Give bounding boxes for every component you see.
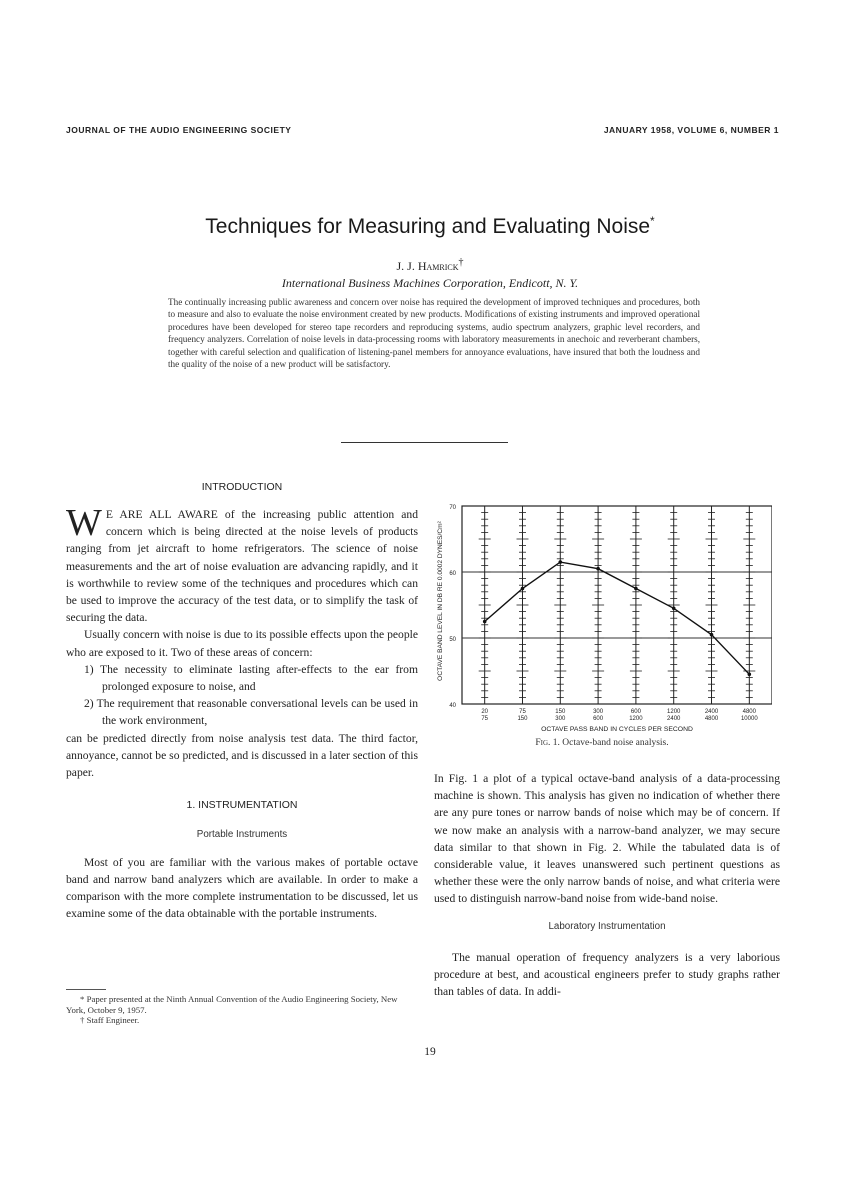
data-point — [748, 673, 752, 677]
intro-heading: INTRODUCTION — [201, 481, 283, 493]
laboratory-subheading: Laboratory Instrumentation — [548, 920, 666, 932]
footnote-rule — [66, 989, 106, 990]
paper-title — [0, 214, 860, 239]
title-text: Techniques for Measuring and Evaluating Noise — [205, 215, 651, 238]
intro-body — [66, 502, 419, 922]
y-axis-label: OCTAVE BAND LEVEL IN DB RE 0.0002 DYNES/Cm² — [437, 521, 444, 681]
footnote-1: * Paper presented at the Ninth Annual Convention of the Audio Engineering Society, New York, October 9, 1957. — [66, 994, 398, 1015]
intro-list-item-2: 2) The requirement that reasonable conversational levels can be used in the work environment, — [84, 697, 418, 728]
x-tick-label-top: 20 — [481, 709, 489, 715]
chart-svg — [432, 484, 772, 734]
x-tick-label-bottom: 150 — [517, 716, 528, 722]
intro-paragraph-2: Usually concern with noise is due to its possible effects upon the people who are exposed to it. Two of these areas of concern: — [66, 628, 419, 659]
right-paragraph-1: In Fig. 1 a plot of a typical octave-band analysis of a data-processing machine is shown. This analysis has given no indication of whether there are any pure tones or narrow bands of noise which may be of concern. If we now make an analysis with a narrow-band analyzer, we may secure data similar to that shown in Fig. 2. While the tabulated data is of considerable value, it leaves unanswered such pertinent questions as whether these were the only narrow bands of noise, and what criteria were used to distinguish narrow-band noise from wide-band noise. — [434, 772, 780, 906]
x-tick-label-bottom: 600 — [593, 716, 604, 722]
data-point — [710, 633, 714, 637]
figure-1-chart — [432, 484, 772, 754]
right-paragraph-2: The manual operation of frequency analyzers is a very laborious procedure at best, and acoustical engineers prefer to study graphs rather than tables of data. In addi- — [434, 950, 780, 999]
footnote-2: † Staff Engineer. — [80, 1015, 140, 1025]
data-point — [634, 587, 638, 591]
affiliation: International Business Machines Corporation, Endicott, N. Y. — [281, 276, 579, 290]
x-tick-label-bottom: 75 — [481, 716, 489, 722]
author-name: J. J. Hamrick — [396, 259, 459, 273]
x-tick-label-top: 600 — [630, 709, 641, 715]
divider — [341, 442, 508, 443]
title-footnote-mark: * — [650, 214, 655, 228]
y-tick-label: 60 — [449, 571, 456, 577]
issue-info: JANUARY 1958, VOLUME 6, NUMBER 1 — [603, 125, 779, 135]
journal-name: JOURNAL OF THE AUDIO ENGINEERING SOCIETY — [66, 125, 292, 135]
data-point — [558, 560, 562, 564]
instrumentation-paragraph: Most of you are familiar with the various makes of portable octave band and narrow band analyzers which are available. In order to make a comparison with the more complete instrumentation to be discussed, let us examine some of the data obtainable with the portable instruments. — [66, 855, 418, 921]
y-tick-label: 40 — [449, 703, 456, 709]
y-tick-label: 50 — [449, 637, 456, 643]
figure-caption — [432, 738, 772, 748]
instrumentation-heading: 1. INSTRUMENTATION — [186, 799, 298, 812]
x-tick-label-top: 1200 — [667, 709, 681, 715]
author — [0, 257, 860, 274]
right-column — [434, 770, 780, 1000]
x-tick-label-top: 150 — [555, 709, 566, 715]
x-tick-label-top: 2400 — [704, 709, 719, 715]
plot-frame — [462, 506, 772, 704]
caption-fig-label: Fig. 1. — [535, 738, 560, 748]
x-tick-label-top: 4800 — [742, 709, 756, 715]
x-tick-label-bottom: 300 — [555, 716, 566, 722]
intro-paragraph-3: can be predicted directly from noise analysis test data. The third factor, annoyance, cannot be so predicted, and is discussed in a later section of this paper. — [66, 731, 418, 780]
intro-list-item-1: 1) The necessity to eliminate lasting after-effects to the ear from prolonged exposure to noise, and — [84, 662, 418, 694]
x-tick-label-bottom: 1200 — [629, 716, 643, 722]
y-tick-label: 70 — [449, 505, 456, 511]
author-footnote-mark: † — [458, 257, 464, 268]
portable-subheading: Portable Instruments — [196, 829, 288, 841]
x-tick-label-top: 300 — [593, 709, 604, 715]
data-point — [483, 620, 487, 624]
x-axis-label: OCTAVE PASS BAND IN CYCLES PER SECOND — [541, 726, 693, 733]
abstract: The continually increasing public awareness and concern over noise has required the development of improved techniques and procedures, both to measure and also to evaluate the noise environment created by new products. Modifications of existing instruments and improved operational procedures have been developed for stereo tape recorders and reproducing systems, audio spectrum analyzers, graphic level recorders, and frequency analyzers. Correlation of noise levels in data-processing rooms with laboratory measurements in anechoic and reverberant chambers, together with careful selection and qualification of listening-panel members for annoyance evaluations, have insured that both the loudness and the quality of the noise of a new product will be satisfactory. — [168, 297, 700, 370]
footnotes — [66, 994, 418, 1026]
x-tick-label-bottom: 10000 — [740, 716, 758, 722]
page-number: 19 — [424, 1046, 436, 1058]
caption-text: Octave-band noise analysis. — [562, 738, 669, 748]
x-tick-label-top: 75 — [519, 709, 526, 715]
intro-paragraph-1: E ARE ALL AWARE of the increasing public attention and concern which is being directed at the noise levels of products ranging from jet aircraft to home refrigerators. The science of noise measurements and the art of noise evaluation are advancing rapidly, and it is worthwhile to review some of the techniques and procedures which can be used to improve the accuracy of the test data, or to simplify the task of securing the data. — [66, 508, 418, 625]
data-point — [596, 567, 600, 571]
data-point — [521, 587, 525, 591]
x-tick-label-bottom: 4800 — [704, 716, 719, 722]
drop-cap: W — [66, 502, 102, 544]
data-point — [672, 607, 676, 611]
x-tick-label-bottom: 2400 — [667, 716, 681, 722]
